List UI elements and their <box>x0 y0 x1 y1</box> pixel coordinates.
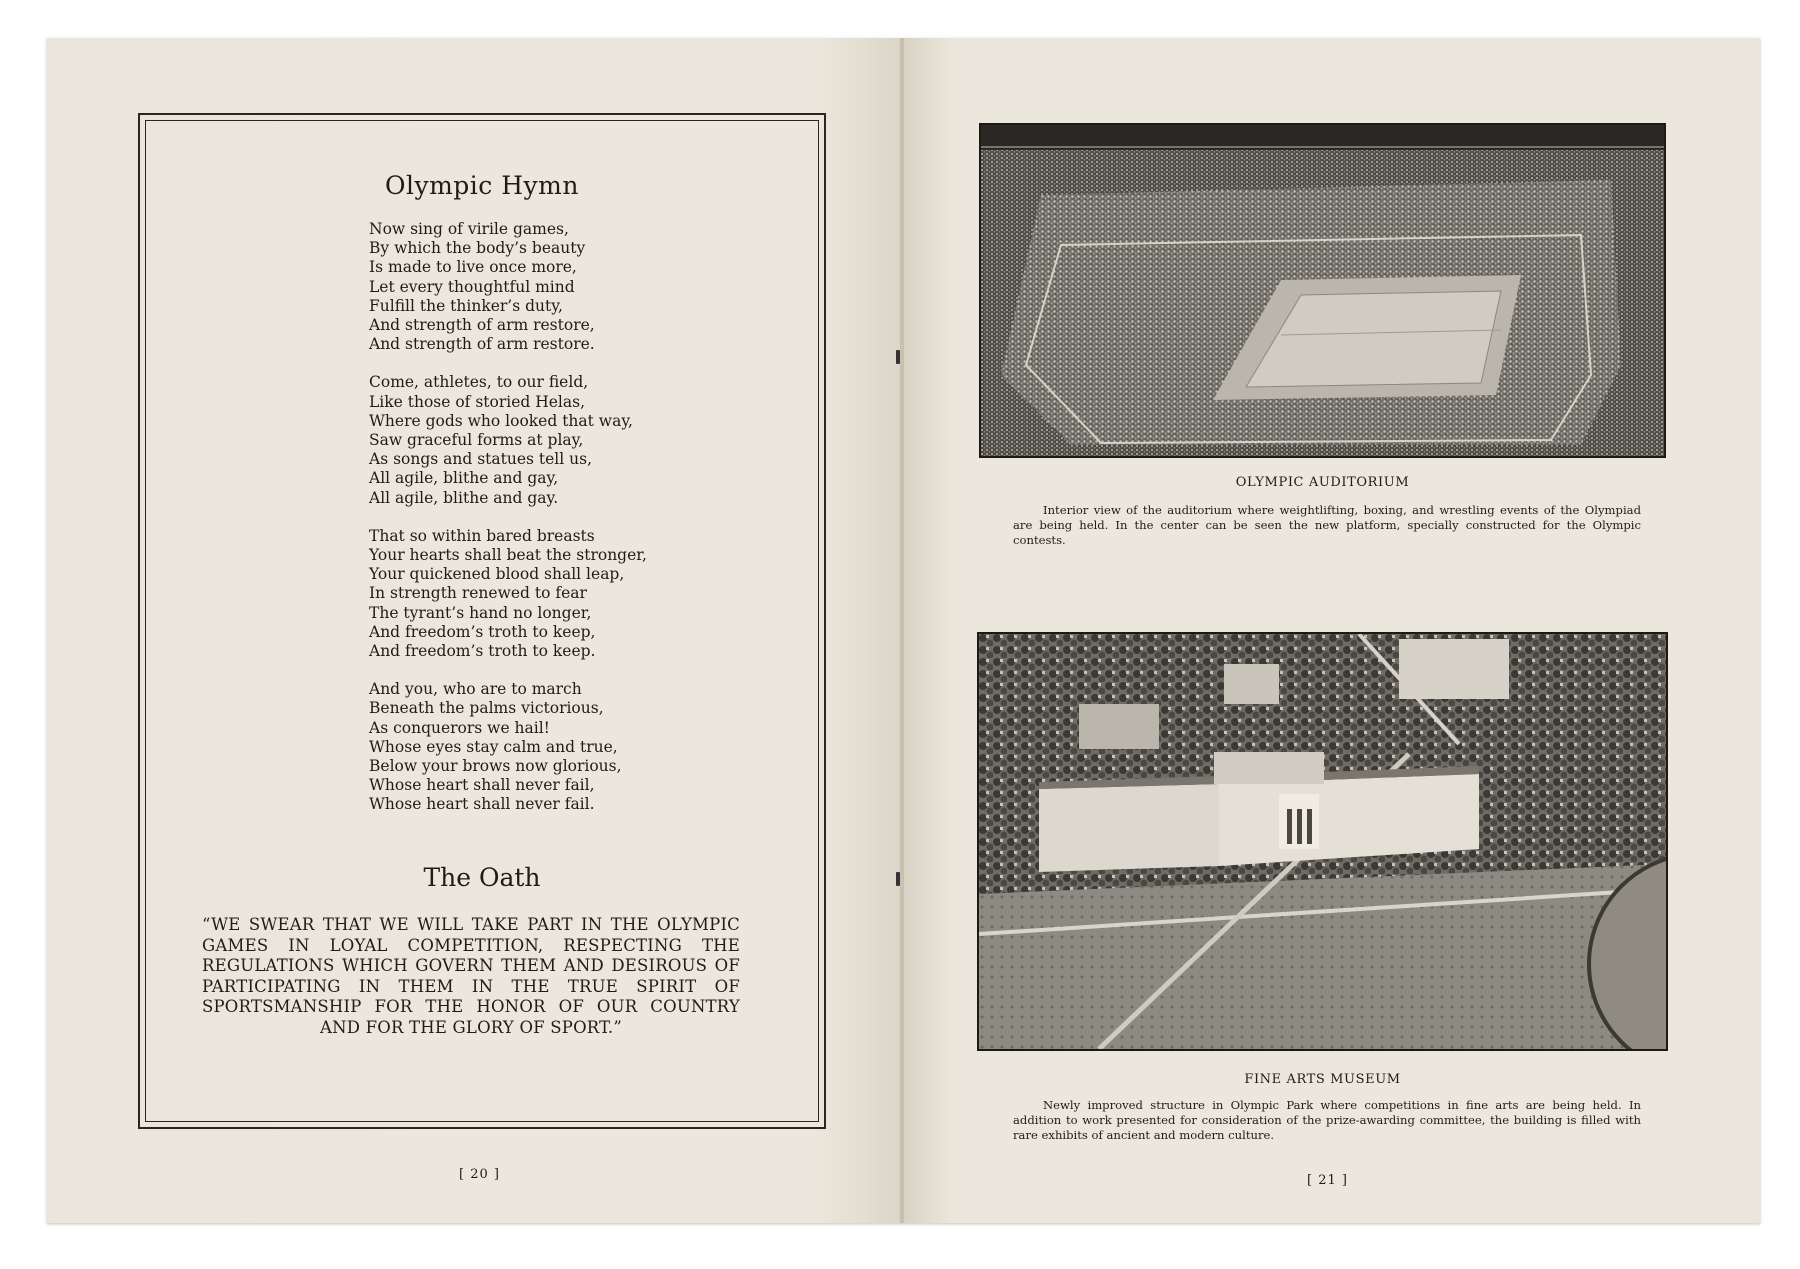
verse-line: All agile, blithe and gay, <box>369 469 559 488</box>
stanza <box>369 373 669 507</box>
olympic-auditorium-photo <box>979 123 1666 458</box>
verse-line: And freedom’s troth to keep. <box>369 642 596 661</box>
decorative-border-frame <box>138 113 826 1129</box>
verse-line: Below your brows now glorious, <box>369 757 622 776</box>
verse-line: Come, athletes, to our field, <box>369 373 589 392</box>
verse-line: And strength of arm restore, <box>369 316 595 335</box>
verse-line: And freedom’s troth to keep, <box>369 622 596 641</box>
museum-aerial-illustration <box>979 634 1666 1049</box>
verse-line: Your quickened blood shall leap, <box>369 565 625 584</box>
hymn-title: Olympic Hymn <box>384 171 579 200</box>
auditorium-caption-title: OLYMPIC AUDITORIUM <box>1235 475 1410 490</box>
museum-caption-title: FINE ARTS MUSEUM <box>1244 1072 1401 1087</box>
verse-line: Whose eyes stay calm and true, <box>369 737 618 756</box>
book-gutter <box>900 38 904 1223</box>
stanza <box>369 680 669 814</box>
stanza <box>369 220 669 354</box>
verse-line: Whose heart shall never fail, <box>369 776 595 795</box>
verse-line: Like those of storied Helas, <box>369 392 586 411</box>
verse-line: Beneath the palms victorious, <box>369 699 604 718</box>
staple <box>896 872 900 886</box>
verse-line: All agile, blithe and gay. <box>369 488 559 507</box>
verse-line: Saw graceful forms at play, <box>369 431 584 450</box>
verse-line: The tyrant’s hand no longer, <box>369 603 592 622</box>
verse-line: As conquerors we hail! <box>369 718 550 737</box>
verse-line: Now sing of virile games, <box>369 220 569 238</box>
verse-line: And you, who are to march <box>369 680 582 699</box>
verse-line: And strength of arm restore. <box>369 335 595 354</box>
fine-arts-museum-photo <box>977 632 1668 1051</box>
stanza <box>369 527 669 661</box>
museum-caption-text: Newly improved structure in Olympic Park where competitions in fine arts are being held. In addition to work presented for consideration of the prize-awarding committee, the building is filled with rare exhibits of ancient and modern culture. <box>1013 1098 1641 1142</box>
oath-text: “WE SWEAR THAT WE WILL TAKE PART IN THE OLYMPIC GAMES IN LOYAL COMPETITION, RESPECTING THE REGULATIONS WHICH GOVERN THEM AND DESIROUS OF PARTICIPATING IN THEM IN THE TRUE SPIRIT OF SPORTSMANSHIP FOR THE HONOR OF OUR COUNTRY AND FOR THE GLORY OF SPORT.” <box>202 915 740 1037</box>
verse-line: By which the body’s beauty <box>369 239 586 258</box>
verse-line: Is made to live once more, <box>369 258 577 277</box>
oath-title: The Oath <box>423 863 541 892</box>
verse-line: Your hearts shall beat the stronger, <box>369 546 647 565</box>
verse-line: In strength renewed to fear <box>369 584 587 603</box>
verse-line: Fulfill the thinker’s duty, <box>369 296 563 315</box>
verse-line: As songs and statues tell us, <box>369 450 593 469</box>
hymn-stanzas <box>369 220 669 834</box>
auditorium-illustration <box>981 125 1664 456</box>
auditorium-caption-text: Interior view of the auditorium where weightlifting, boxing, and wrestling events of the Olympiad are being held. In the center can be seen the new platform, specially constructed for the Olympic contests. <box>1013 503 1641 547</box>
verse-line: Let every thoughtful mind <box>369 277 575 296</box>
verse-line: Whose heart shall never fail. <box>369 795 595 814</box>
page-number-left: [ 20 ] <box>459 1167 500 1182</box>
page-number-right: [ 21 ] <box>1307 1173 1348 1188</box>
staple <box>896 350 900 364</box>
verse-line: That so within bared breasts <box>369 526 595 545</box>
verse-line: Where gods who looked that way, <box>369 411 633 430</box>
